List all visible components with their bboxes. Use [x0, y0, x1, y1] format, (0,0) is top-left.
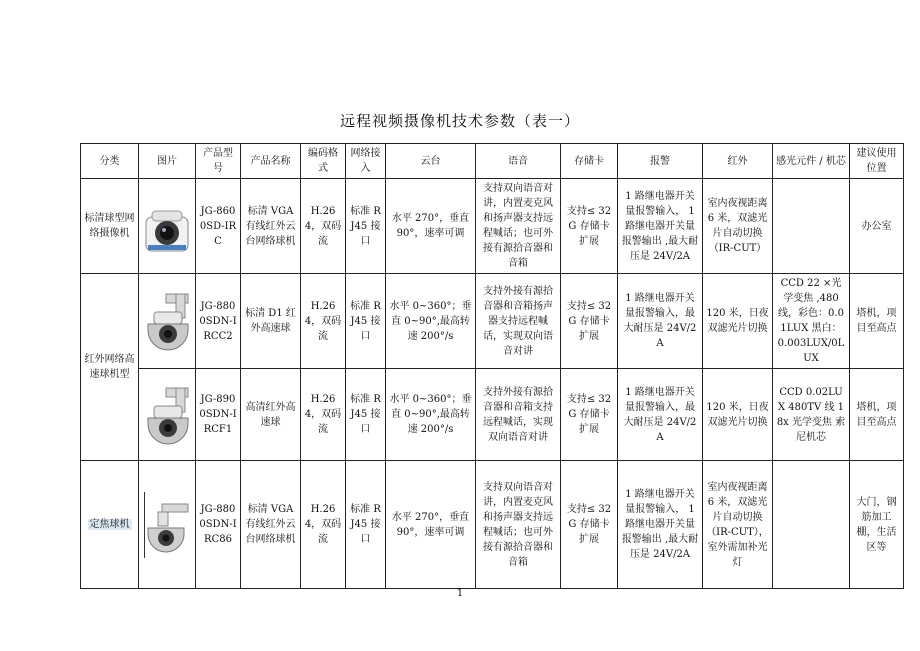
category-cell: 红外网络高速球机型 — [81, 274, 139, 461]
name-cell: 标清 D1 红外高速球 — [241, 274, 301, 369]
codec-cell: H.264，双码流 — [301, 461, 346, 589]
network-cell: 标准 RJ45 接口 — [346, 369, 386, 461]
camera-image — [142, 290, 192, 352]
audio-cell: 支持外接有源拾音器和音箱扬声器支持远程喊话，实现双向语音对讲 — [476, 274, 561, 369]
ir-cell: 室内夜视距离 6 米，双滤光片自动切换（IR-CUT），室外需加补光灯 — [703, 461, 773, 589]
table-row — [81, 369, 904, 461]
name-cell: 标清 VGA 有线红外云台网络球机 — [241, 179, 301, 274]
camera-image — [142, 384, 192, 446]
header-ir: 红外 — [703, 144, 773, 179]
camera-image — [142, 490, 192, 560]
ptz-cell: 水平 0~360°；垂直 0~90°,最高转速 200°/s — [386, 369, 476, 461]
document-title: 远程视频摄像机技术参数（表一） — [339, 112, 580, 130]
model-cell: JG-8800SDN-IRCC2 — [196, 274, 241, 369]
picture-cell — [139, 461, 196, 589]
model-cell: JG-8800SDN-IRC86 — [196, 461, 241, 589]
storage-cell: 支持≤ 32G 存储卡扩展 — [561, 461, 618, 589]
sensor-cell — [773, 461, 850, 589]
storage-cell: 支持≤ 32G 存储卡扩展 — [561, 369, 618, 461]
network-cell: 标准 RJ45 接口 — [346, 179, 386, 274]
usage-cell: 办公室 — [850, 179, 904, 274]
usage-cell: 塔机，项目至高点 — [850, 274, 904, 369]
audio-cell: 支持外接有源拾音器和音箱支持远程喊话，实现双向语音对讲 — [476, 369, 561, 461]
alarm-cell: 1 路继电器开关量报警输入， 1 路继电器开关量报警输出 ,最大耐压是 24V/2A — [618, 461, 703, 589]
category-label-highlight: 定焦球机 — [89, 519, 130, 530]
picture-cell — [139, 369, 196, 461]
codec-cell: H.264，双码流 — [301, 179, 346, 274]
ir-cell: 120 米，日夜双滤光片切换 — [703, 369, 773, 461]
category-cell — [81, 461, 139, 589]
alarm-cell: 1 路继电器开关量报警输入，最大耐压是 24V/2A — [618, 369, 703, 461]
header-row — [81, 144, 904, 179]
ptz-cell: 水平 270°，垂直 90°，速率可调 — [386, 461, 476, 589]
audio-cell: 支持双向语音对讲，内置麦克风和扬声器支持远程喊话；也可外接有源拾音器和音箱 — [476, 461, 561, 589]
sensor-cell: CCD 22 ×光学变焦 ,480 线，彩色：0.01LUX 黑白：0.003LUX/0LUX — [773, 274, 850, 369]
network-cell: 标准 RJ45 接口 — [346, 461, 386, 589]
codec-cell: H.264，双码流 — [301, 274, 346, 369]
usage-cell: 大门，钢筋加工棚，生活区等 — [850, 461, 904, 589]
table-row — [81, 179, 904, 274]
header-usage: 建议使用位置 — [850, 144, 904, 179]
header-audio: 语音 — [476, 144, 561, 179]
ptz-cell: 水平 0~360°；垂直 0~90°,最高转速 200°/s — [386, 274, 476, 369]
codec-cell: H.264，双码流 — [301, 369, 346, 461]
header-sensor: 感光元件 / 机芯 — [773, 144, 850, 179]
model-cell: JG-8900SDN-IRCF1 — [196, 369, 241, 461]
camera-image — [142, 197, 192, 255]
spec-table — [80, 143, 904, 589]
header-codec: 编码格式 — [301, 144, 346, 179]
name-cell: 标清 VGA 有线红外云台网络球机 — [241, 461, 301, 589]
ir-cell: 120 米，日夜双滤光片切换 — [703, 274, 773, 369]
page-number: 1 — [456, 588, 464, 599]
network-cell: 标准 RJ45 接口 — [346, 274, 386, 369]
header-alarm: 报警 — [618, 144, 703, 179]
model-cell: JG-8600SD-IRC — [196, 179, 241, 274]
audio-cell: 支持双向语音对讲，内置麦克风和扬声器支持远程喊话；也可外接有源拾音器和音箱 — [476, 179, 561, 274]
picture-cell — [139, 179, 196, 274]
usage-cell: 塔机，项目至高点 — [850, 369, 904, 461]
table-row — [81, 461, 904, 589]
storage-cell: 支持≤ 32G 存储卡扩展 — [561, 274, 618, 369]
header-model: 产品型号 — [196, 144, 241, 179]
header-picture: 图片 — [139, 144, 196, 179]
header-network: 网络接入 — [346, 144, 386, 179]
header-storage: 存储卡 — [561, 144, 618, 179]
category-cell: 标清球型网络摄像机 — [81, 179, 139, 274]
picture-cell — [139, 274, 196, 369]
header-name: 产品名称 — [241, 144, 301, 179]
ir-cell: 室内夜视距离 6 米，双滤光片自动切换（IR-CUT） — [703, 179, 773, 274]
alarm-cell: 1 路继电器开关量报警输入，最大耐压是 24V/2A — [618, 274, 703, 369]
name-cell: 高清红外高速球 — [241, 369, 301, 461]
sensor-cell — [773, 179, 850, 274]
alarm-cell: 1 路继电器开关量报警输入， 1 路继电器开关量报警输出 ,最大耐压是 24V/2A — [618, 179, 703, 274]
table-row — [81, 274, 904, 369]
header-ptz: 云台 — [386, 144, 476, 179]
sensor-cell: CCD 0.02LUX 480TV 线 18x 光学变焦 索尼机芯 — [773, 369, 850, 461]
storage-cell: 支持≤ 32G 存储卡扩展 — [561, 179, 618, 274]
ptz-cell: 水平 270°，垂直 90°，速率可调 — [386, 179, 476, 274]
header-category: 分类 — [81, 144, 139, 179]
